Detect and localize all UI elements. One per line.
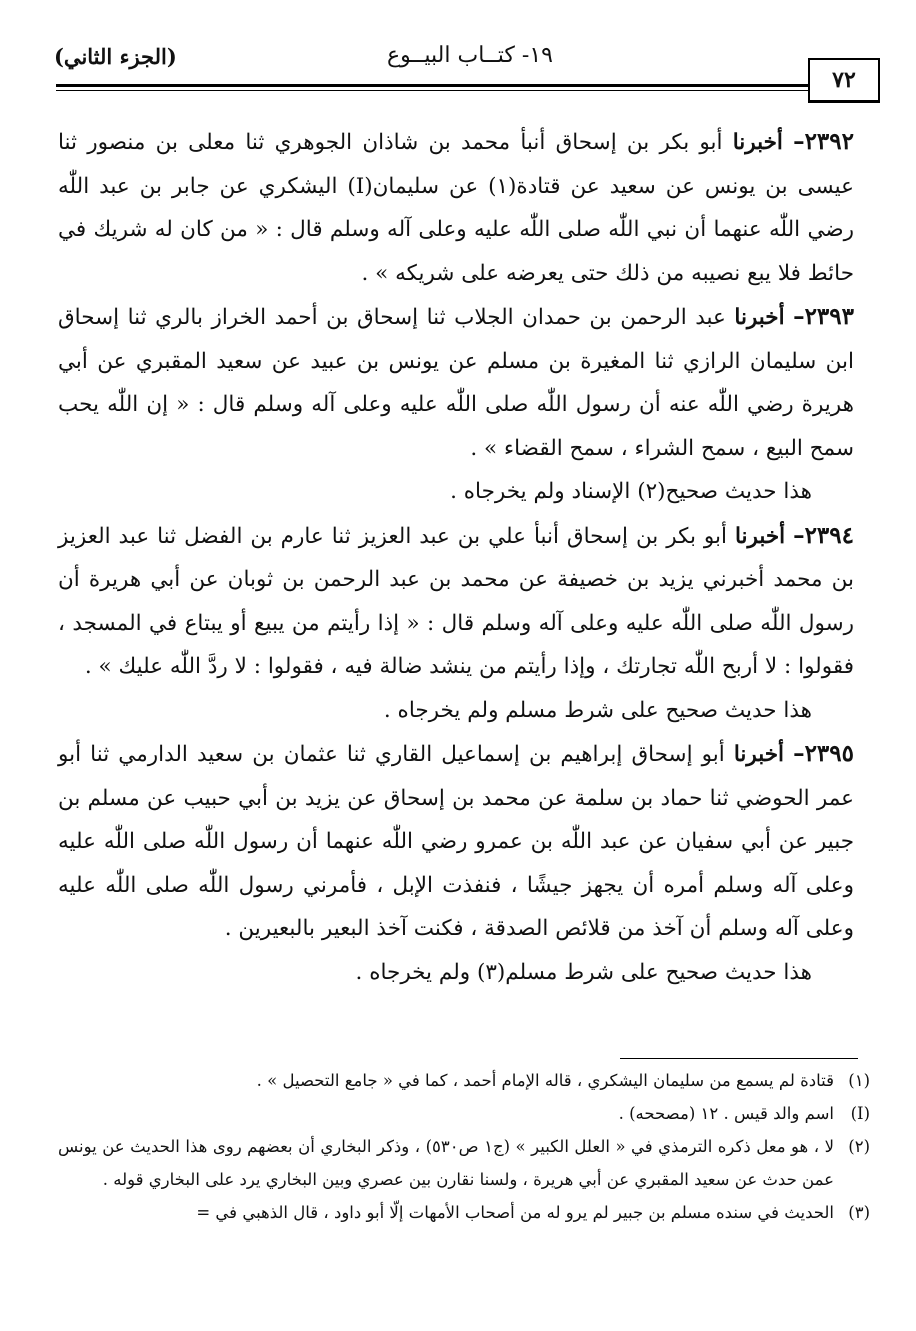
footnote-text: لا ، هو معل ذكره الترمذي في « العلل الكبير » (ج١ ص٥٣٠) ، وذكر البخاري أن بعضهم روى هذا الحديث عن يونس عمن حدث عن سعيد المقبري عن أبي هريرة ، ولسنا نقارن بين عصري وبين البخاري يرد على البخاري قوله . xyxy=(58,1137,834,1189)
hadith-lead: أخبرنا xyxy=(734,523,786,549)
hadith-number: ٢٣٩٥– xyxy=(793,740,854,767)
hadith-lead: أخبرنا xyxy=(732,130,783,155)
hadith-text: عبد الرحمن بن حمدان الجلاب ثنا إسحاق بن أحمد الخراز بالري ثنا إسحاق ابن سليمان الرازي ثنا المغيرة بن مسلم عن يونس بن عبيد عن سعيد المقبري عن أبي هريرة رضي اللّٰه عنه أن رسول اللّٰه صلى اللّٰه عليه وعلى آله وسلم قال : « إن اللّٰه يحب سمح البيع ، سمح الشراء ، سمح القضاء » . xyxy=(58,305,854,461)
chapter-title: ١٩- كتــاب البيــوع xyxy=(387,43,553,68)
hadith-text: أبو بكر بن إسحاق أنبأ محمد بن شاذان الجوهري ثنا معلى بن منصور ثنا عيسى بن يونس عن سعيد عن قتادة(١) عن سليمان(I) اليشكري عن جابر بن عبد اللّٰه رضي اللّٰه عنهما أن نبي اللّٰه صلى اللّٰه عليه وعلى آله وسلم قال : « من كان له شريك في حائط فلا يبع نصيبه من ذلك حتى يعرضه على شريكه » . xyxy=(58,130,854,286)
footnote xyxy=(58,1196,870,1229)
hadith-lead: أخبرنا xyxy=(733,742,784,767)
hadith-2394 xyxy=(58,514,854,689)
hadith-verdict: هذا حديث صحيح على شرط مسلم ولم يخرجاه . xyxy=(383,697,812,723)
footnote xyxy=(58,1097,870,1130)
footnote-text: اسم والد قيس . ١٢ (مصححه) . xyxy=(618,1104,834,1123)
footnote-mark: (٣) xyxy=(848,1203,870,1222)
footnotes xyxy=(58,1064,870,1229)
hadith-text: أبو إسحاق إبراهيم بن إسماعيل القاري ثنا عثمان بن سعيد الدارمي ثنا أبو عمر الحوضي ثنا حماد بن سلمة عن محمد بن إسحاق عن يزيد بن أبي حبيب عن مسلم بن جبير عن أبي سفيان عن عبد اللّٰه بن عمرو رضي اللّٰه عنهما أن رسول اللّٰه صلى اللّٰه عليه وعلى آله وسلم أمره أن يجهز جيشًا ، فنفذت الإبل ، فأمرني رسول اللّٰه صلى اللّٰه عليه وعلى آله وسلم أن آخذ من قلائص الصدقة ، فكنت آخذ البعير بالبعيرين . xyxy=(58,742,854,941)
footnote-text: الحديث في سنده مسلم بن جبير لم يرو له من أصحاب الأمهات إلّا أبو داود ، قال الذهبي في = xyxy=(196,1203,834,1222)
hadith-verdict: هذا حديث صحيح على شرط مسلم(٣) ولم يخرجاه . xyxy=(355,959,812,985)
hadith-2393 xyxy=(58,295,854,470)
main-text xyxy=(58,120,854,994)
footnote-mark: (٢) xyxy=(848,1137,870,1156)
hadith-2392 xyxy=(58,120,854,295)
page-number: ٧٢ xyxy=(808,58,880,103)
footnote-text: قتادة لم يسمع من سليمان اليشكري ، قاله الإمام أحمد ، كما في « جامع التحصيل » . xyxy=(256,1071,834,1090)
hadith-lead: أخبرنا xyxy=(734,305,785,330)
hadith-text: أبو بكر بن إسحاق أنبأ علي بن عبد العزيز ثنا عارم بن الفضل ثنا عبد العزيز بن محمد أخبرني يزيد بن خصيفة عن محمد بن عبد الرحمن بن ثوبان عن أبي هريرة أن رسول اللّٰه صلى اللّٰه عليه وعلى آله وسلم قال : « إذا رأيتم من يبيع أو يبتاع في المسجد ، فقولوا : لا أربح اللّٰه تجارتك ، وإذا رأيتم من ينشد ضالة فيه ، فقولوا : لا ردَّ اللّٰه عليك » . xyxy=(58,523,854,679)
volume-label: (الجزء الثاني) xyxy=(54,44,177,69)
header-rule-thin xyxy=(56,90,880,91)
hadith-verdict: هذا حديث صحيح(٢) الإسناد ولم يخرجاه . xyxy=(450,479,812,504)
footnote-separator xyxy=(620,1058,858,1059)
hadith-2395 xyxy=(58,732,854,951)
hadith-number: ٢٣٩٣– xyxy=(793,303,854,330)
hadith-number: ٢٣٩٤– xyxy=(793,521,854,549)
footnote-mark: (١) xyxy=(848,1071,870,1090)
header-rule-thick xyxy=(56,84,880,87)
footnote xyxy=(58,1064,870,1097)
footnote-mark: (I) xyxy=(850,1104,870,1123)
hadith-number: ٢٣٩٢– xyxy=(793,128,854,155)
footnote xyxy=(58,1130,870,1196)
